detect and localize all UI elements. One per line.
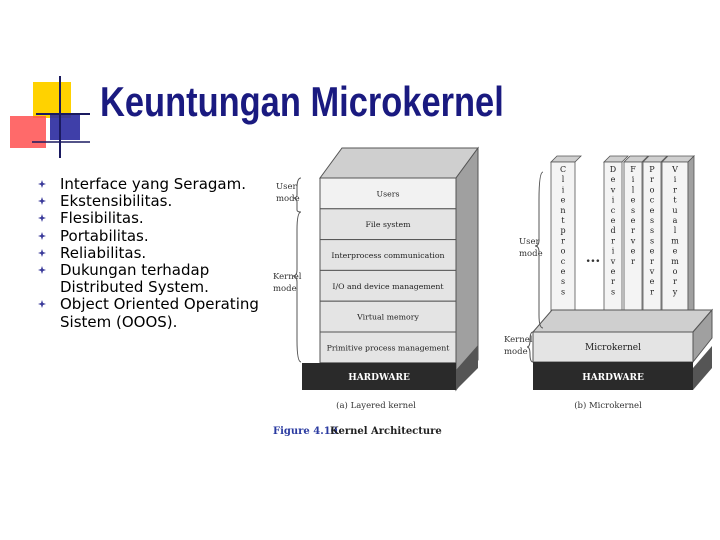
microkernel-label: Microkernel (585, 343, 641, 353)
column-letter: i (611, 246, 615, 256)
column-letter: r (650, 256, 654, 266)
column-letter: v (610, 185, 616, 195)
bullet-item (38, 245, 270, 262)
layer-label: I/O and device management (332, 281, 444, 291)
micro-user-mode-label-2: mode (519, 249, 543, 259)
column-letter: r (561, 236, 565, 246)
layered-sublabel: (a) Layered kernel (336, 401, 416, 411)
column-letter: e (630, 195, 636, 205)
diamond-bullet-icon (38, 266, 46, 274)
bullet-text: Interface yang Seragam. (60, 175, 246, 193)
bullet-item (38, 176, 270, 193)
bullet-item (38, 210, 270, 227)
column-letter: r (673, 185, 677, 195)
corner-logo (10, 70, 90, 160)
column-letter: D (609, 165, 617, 174)
column-letter: c (649, 195, 655, 205)
diamond-bullet-icon (38, 300, 46, 308)
column-letter: l (631, 185, 635, 195)
kernel-architecture-figure (268, 140, 713, 445)
column-letter: m (671, 236, 679, 246)
column-letter: v (610, 256, 616, 266)
layered-user-mode-label-2: mode (276, 194, 300, 204)
column-letter: s (560, 277, 566, 287)
layer-label: Users (376, 189, 400, 199)
layer-label: Interprocess communication (331, 251, 445, 260)
bullet-item (38, 228, 270, 245)
column-letter: e (649, 205, 655, 215)
micro-ellipsis: ... (585, 250, 601, 266)
figure-caption-number: Figure 4.10 (273, 426, 338, 437)
column-letter: r (650, 175, 654, 185)
column-side-face (688, 156, 694, 324)
column-letter: o (649, 185, 655, 195)
column-letter: l (673, 226, 677, 236)
column-letter: r (650, 287, 654, 297)
layered-user-mode-label-1: User (276, 182, 297, 192)
column-letter: t (673, 195, 677, 205)
column-letter: c (610, 205, 616, 215)
column-letter: e (560, 195, 566, 205)
column-letter: s (630, 205, 636, 215)
column-letter: s (649, 216, 655, 225)
column-letter: c (560, 256, 566, 266)
micro-sublabel: (b) Microkernel (574, 401, 642, 411)
layered-hardware-label: HARDWARE (348, 373, 410, 383)
column-letter: P (649, 165, 655, 174)
micro-kernel-mode-label-1: Kernel (504, 335, 533, 345)
bullet-text: Ekstensibilitas. (60, 192, 173, 211)
column-letter: V (672, 165, 678, 174)
column-letter: o (560, 246, 566, 256)
column-letter: r (631, 256, 635, 266)
column-letter: t (561, 216, 565, 225)
column-letter: F (630, 165, 636, 174)
microkernel-diagram (504, 156, 712, 411)
micro-hardware-label: HARDWARE (582, 373, 644, 383)
column-letter: i (611, 195, 615, 205)
diamond-bullet-icon (38, 214, 46, 222)
column-letter: e (560, 267, 566, 276)
column-letter: v (649, 267, 655, 276)
column-letter: u (672, 205, 678, 215)
bullet-list (38, 176, 270, 331)
bullet-text: Portabilitas. (60, 226, 149, 245)
bullet-text: Flesibilitas. (60, 209, 144, 228)
column-letter: C (559, 165, 567, 174)
column-letter: s (610, 287, 616, 297)
column-letter: r (611, 236, 615, 246)
diamond-bullet-icon (38, 197, 46, 205)
micro-user-mode-label-1: User (519, 237, 540, 247)
column-letter: m (671, 256, 679, 266)
column-letter: e (649, 246, 655, 256)
column-letter: e (649, 277, 655, 287)
column-top-face (551, 156, 581, 162)
column-letter: i (561, 185, 565, 195)
layer-label: Virtual memory (357, 312, 419, 322)
column-letter: r (611, 277, 615, 287)
layer-label: Primitive process management (326, 343, 450, 353)
column-letter: e (610, 175, 616, 185)
column-letter: y (672, 287, 678, 297)
bullet-text: Dukungan terhadap Distributed System. (60, 261, 210, 297)
layered-kernel-mode-label-2: mode (273, 284, 297, 294)
figure-caption-title: Kernel Architecture (330, 426, 442, 437)
micro-kernel-mode-label-2: mode (504, 347, 528, 357)
column-letter: e (672, 246, 678, 256)
column-letter: d (610, 226, 616, 236)
column-letter: i (673, 175, 677, 185)
column-letter: a (672, 216, 678, 225)
column-letter: s (649, 226, 655, 236)
column-letter: i (631, 175, 635, 185)
column-letter: p (560, 226, 566, 236)
column-letter: e (630, 246, 636, 256)
bullet-item (38, 262, 270, 296)
column-letter: r (631, 226, 635, 236)
column-letter: n (560, 205, 566, 215)
column-letter: l (561, 175, 565, 185)
diamond-bullet-icon (38, 232, 46, 240)
column-letter: e (610, 216, 616, 225)
column-letter: e (610, 267, 616, 276)
layer-label: File system (365, 220, 411, 230)
bullet-item (38, 193, 270, 210)
slide-title: Keuntungan Microkernel (100, 78, 504, 125)
bullet-item (38, 296, 270, 330)
layered-kernel-diagram (273, 148, 478, 411)
column-letter: s (649, 236, 655, 246)
bullet-text: Object Oriented Operating Sistem (OOOS). (60, 295, 259, 331)
column-letter: s (560, 287, 566, 297)
column-letter: e (630, 216, 636, 225)
diamond-bullet-icon (38, 249, 46, 257)
bullet-text: Reliabilitas. (60, 243, 147, 262)
column-letter: v (630, 236, 636, 246)
layered-kernel-mode-label-1: Kernel (273, 272, 302, 282)
diamond-bullet-icon (38, 180, 46, 188)
column-letter: o (672, 267, 678, 276)
column-letter: r (673, 277, 677, 287)
